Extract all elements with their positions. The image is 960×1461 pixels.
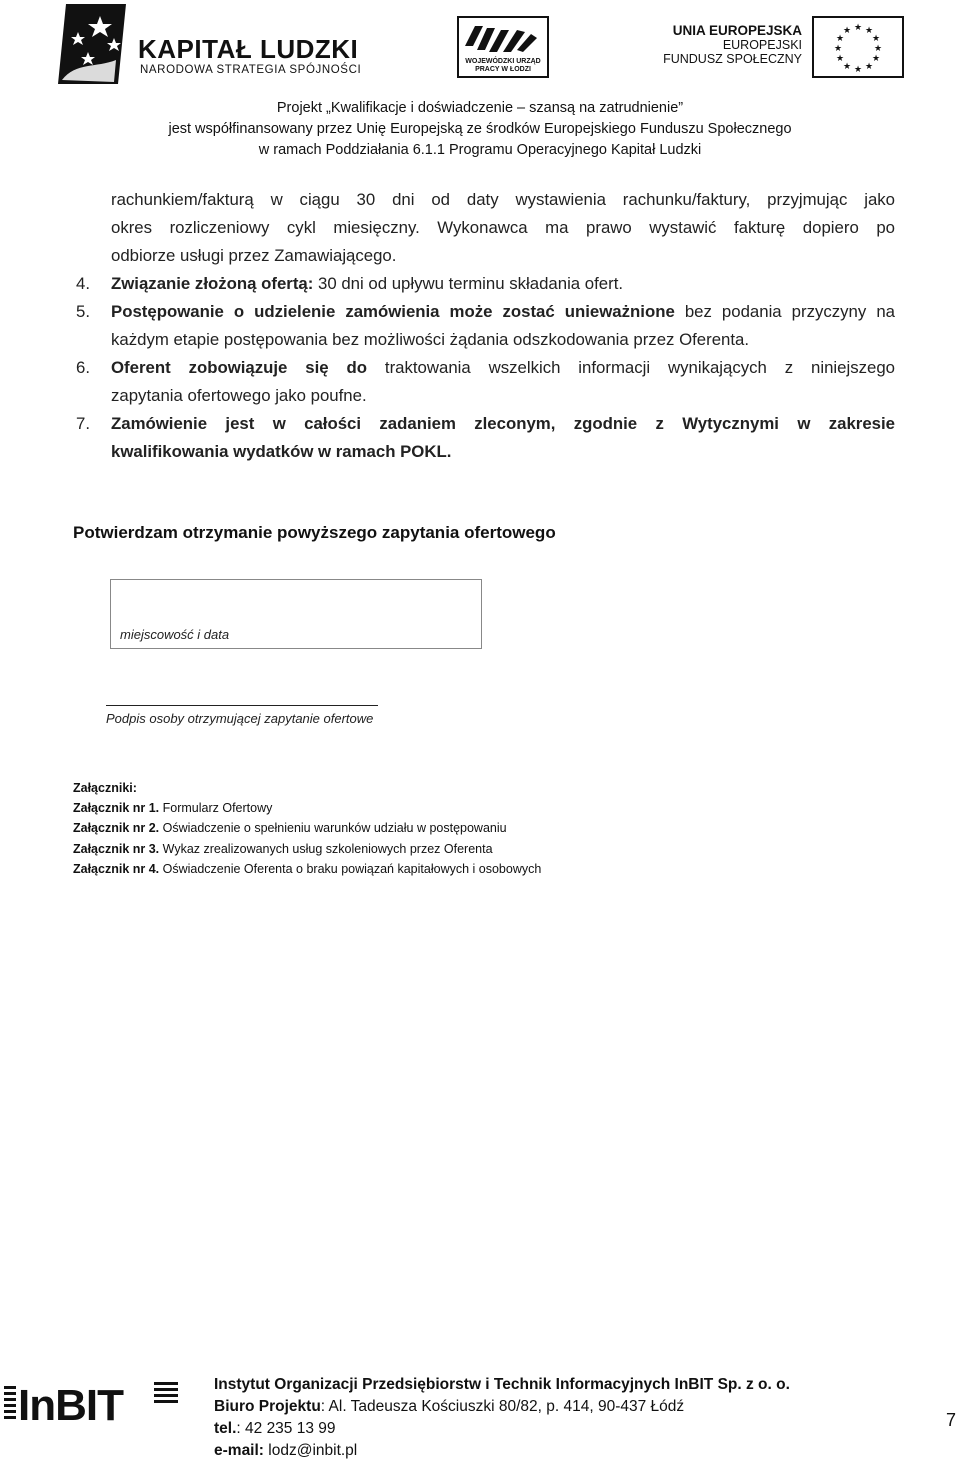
attachment-text: Wykaz zrealizowanych usług szkoleniowych przez Oferenta (159, 842, 493, 856)
attachment-item (73, 821, 507, 835)
svg-text:★: ★ (871, 54, 881, 64)
continuation-line-2: okres rozliczeniowy cykl miesięczny. Wykonawca ma prawo wystawić fakturę dopiero po (111, 218, 895, 237)
eu-line-2: EUROPEJSKI (722, 38, 802, 52)
footer-tel-label: tel. (214, 1420, 237, 1437)
footer-email-text: lodz@inbit.pl (263, 1442, 358, 1459)
svg-text:★: ★ (835, 34, 845, 44)
footer-office-label: Biuro Projektu (214, 1398, 321, 1415)
svg-text:★: ★ (853, 65, 863, 75)
item-5-bold: Postępowanie o udzielenie zamówienia może zostać unieważnione (111, 302, 675, 321)
eu-logo-text (660, 24, 802, 66)
project-header-line-2: jest współfinansowany przez Unię Europejską ze środków Europejskiego Funduszu Społecznego (168, 121, 792, 137)
footer-office-text: : Al. Tadeusza Kościuszki 80/82, p. 414, 90-437 Łódź (320, 1398, 685, 1415)
project-header-line-1: Projekt „Kwalifikacje i doświadczenie – szansą na zatrudnienie” (276, 100, 684, 116)
kapital-ludzki-logo (56, 2, 366, 86)
project-header-line-3: w ramach Poddziałania 6.1.1 Programu Operacyjnego Kapitał Ludzki (258, 142, 702, 158)
item-6-line-2: zapytania ofertowego jako poufne. (111, 386, 367, 405)
svg-text:★: ★ (853, 23, 863, 33)
attachment-label: Załącznik nr 1. (73, 801, 160, 815)
attachment-label: Załącznik nr 2. (73, 821, 160, 835)
footer-org-name: Instytut Organizacji Przedsiębiorstw i Technik Informacyjnych InBIT Sp. z o. o. (214, 1376, 790, 1393)
item-4-rest: 30 dni od upływu terminu składania ofert. (313, 274, 624, 293)
svg-text:★: ★ (864, 62, 874, 72)
attachment-text: Oświadczenie Oferenta o braku powiązań kapitałowych i osobowych (159, 862, 542, 876)
signature-line (106, 705, 378, 706)
footer-tel (214, 1420, 336, 1438)
item-6-bold: Oferent zobowiązuje się do (111, 358, 368, 377)
item-7-line-2: kwalifikowania wydatków w ramach POKL. (111, 442, 452, 461)
attachment-text: Formularz Ofertowy (159, 801, 273, 815)
attachments-heading: Załączniki: (73, 781, 137, 795)
wup-logo-text: WOJEWÓDZKI URZĄD PRACY W ŁODZI (465, 58, 541, 73)
kapital-ludzki-subtitle: NARODOWA STRATEGIA SPÓJNOŚCI (140, 64, 362, 76)
signature-label: Podpis osoby otrzymującej zapytanie ofertowe (106, 711, 374, 726)
item-5-line-2: każdym etapie postępowania bez możliwości żądania odszkodowania przez Oferenta. (111, 330, 750, 349)
item-5-number: 5. (76, 302, 90, 321)
item-4-bold: Związanie złożoną ofertą: (111, 274, 314, 293)
eu-stars-icon (814, 18, 902, 76)
page-number: 7 (946, 1410, 957, 1430)
kapital-ludzki-title: KAPITAŁ LUDZKI (138, 34, 359, 64)
footer-tel-text: : 42 235 13 99 (236, 1420, 336, 1437)
svg-text:★: ★ (873, 44, 883, 54)
eu-line-1: UNIA EUROPEJSKA (672, 23, 802, 38)
attachment-label: Załącznik nr 4. (73, 862, 160, 876)
eu-line-3: FUNDUSZ SPOŁECZNY (663, 52, 802, 66)
footer-office (214, 1398, 684, 1416)
item-4-text (111, 270, 623, 298)
item-5-line-1 (111, 298, 895, 326)
attachment-item (73, 801, 272, 815)
item-6-line-1 (111, 354, 895, 382)
footer-email-label: e-mail: (214, 1442, 264, 1459)
wup-emblem-icon (459, 20, 547, 60)
confirmation-heading: Potwierdzam otrzymanie powyższego zapytania ofertowego (73, 523, 556, 542)
place-date-label: miejscowość i data (120, 627, 230, 642)
footer-email (214, 1442, 357, 1460)
item-7-number: 7. (76, 414, 90, 433)
attachment-item (73, 842, 493, 856)
svg-text:★: ★ (842, 26, 852, 36)
item-6-number: 6. (76, 358, 90, 377)
inbit-logo (4, 1372, 180, 1426)
inbit-logo-graphic (4, 1372, 180, 1426)
svg-text:★: ★ (842, 62, 852, 72)
svg-text:★: ★ (864, 26, 874, 36)
attachment-label: Załącznik nr 3. (73, 842, 160, 856)
inbit-logo-text: InBIT (18, 1381, 123, 1426)
item-7-line-1: Zamówienie jest w całości zadaniem zleconym, zgodnie z Wytycznymi w zakresie (111, 414, 895, 433)
svg-text:★: ★ (871, 34, 881, 44)
item-5-rest: bez podania przyczyny na (674, 302, 895, 321)
kapital-ludzki-emblem-icon (56, 2, 136, 86)
wup-logo (457, 16, 549, 78)
continuation-line-1: rachunkiem/fakturą w ciągu 30 dni od daty wystawienia rachunku/faktury, przyjmując jako (111, 190, 895, 209)
eu-flag (812, 16, 904, 78)
attachment-item (73, 862, 541, 876)
attachment-text: Oświadczenie o spełnieniu warunków udziału w postępowaniu (159, 821, 507, 835)
item-4-number: 4. (76, 274, 90, 293)
continuation-line-3: odbiorze usługi przez Zamawiającego. (111, 246, 397, 265)
svg-text:★: ★ (833, 44, 843, 54)
svg-text:★: ★ (835, 54, 845, 64)
item-6-rest: traktowania wszelkich informacji wynikających z niniejszego (367, 358, 895, 377)
